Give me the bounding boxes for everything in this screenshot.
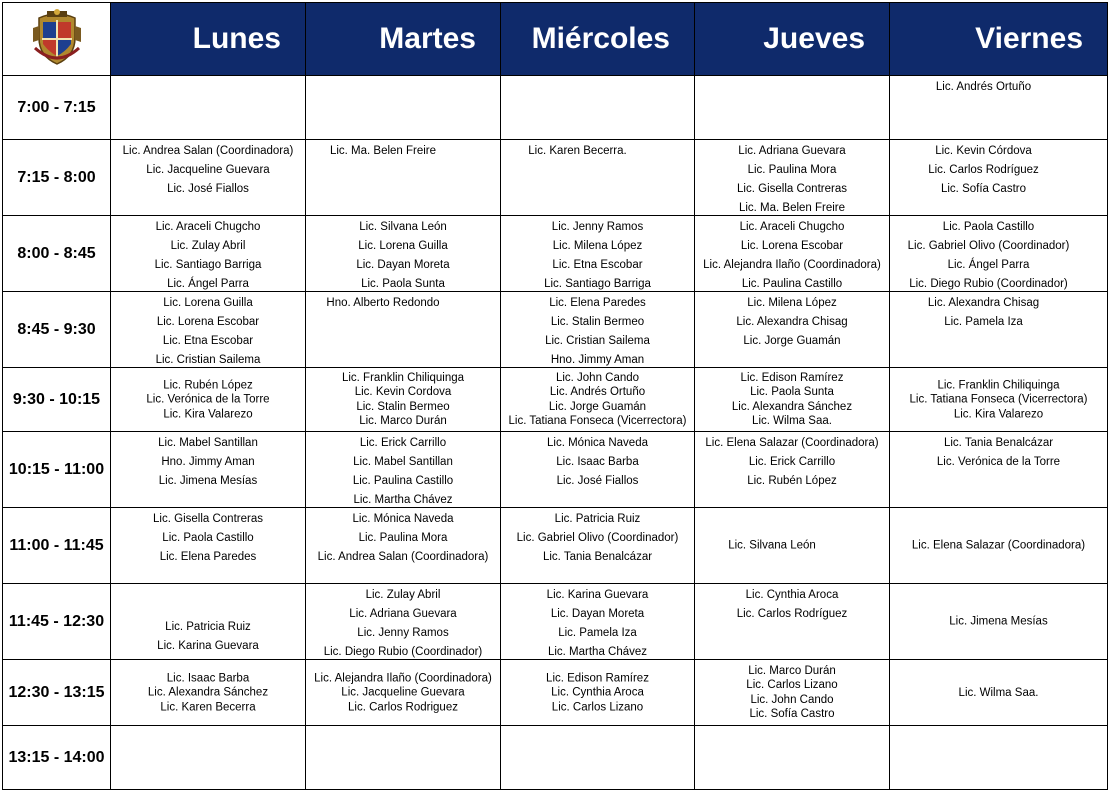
schedule-cell bbox=[890, 76, 1108, 140]
schedule-cell bbox=[890, 292, 1108, 368]
teacher-name: Lic. Mónica Naveda bbox=[547, 437, 648, 449]
teacher-name: Lic. Alejandra Ilaño (Coordinadora) bbox=[314, 671, 492, 684]
teacher-list bbox=[695, 434, 889, 491]
teacher-name: Lic. Elena Salazar (Coordinadora) bbox=[911, 539, 1086, 551]
teacher-name: Lic. Andrés Ortuño bbox=[549, 386, 646, 398]
schedule-cell bbox=[306, 508, 501, 584]
teacher-list bbox=[860, 142, 1107, 199]
teacher-name: Lic. Silvana León bbox=[359, 221, 447, 233]
teacher-name: Lic. Carlos Rodríguez bbox=[928, 164, 1039, 176]
teacher-name: Lic. Diego Rubio (Coordinador) bbox=[909, 278, 1068, 290]
teacher-name: Lic. Jorge Guamán bbox=[548, 400, 647, 413]
teacher-list bbox=[306, 371, 500, 429]
teacher-list bbox=[655, 536, 889, 555]
teacher-name: Lic. Paulina Castillo bbox=[352, 475, 454, 487]
teacher-name: Hno. Alberto Redondo bbox=[326, 297, 440, 309]
teacher-name: Lic. Jenny Ramos bbox=[357, 627, 449, 639]
schedule-cell bbox=[501, 140, 695, 216]
teacher-name: Lic. Jimena Mesías bbox=[158, 475, 258, 487]
schedule-cell bbox=[890, 508, 1108, 584]
teacher-list bbox=[111, 671, 305, 715]
schedule-cell bbox=[111, 76, 306, 140]
teacher-name: Lic. Erick Carrillo bbox=[748, 456, 836, 468]
teacher-name: Lic. Wilma Saa. bbox=[958, 686, 1039, 699]
day-header-monday: Lunes bbox=[111, 3, 306, 76]
schedule-cell bbox=[306, 76, 501, 140]
schedule-cell bbox=[306, 584, 501, 660]
schedule-cell bbox=[890, 216, 1108, 292]
logo-cell bbox=[3, 3, 111, 76]
teacher-list bbox=[501, 294, 694, 370]
teacher-name: Lic. Santiago Barriga bbox=[544, 278, 651, 290]
teacher-name: Lic. Alexandra Sánchez bbox=[731, 400, 853, 413]
teacher-name: Lic. Paulina Mora bbox=[358, 532, 448, 544]
time-row bbox=[3, 726, 1108, 790]
teacher-name: Lic. Paulina Mora bbox=[747, 164, 837, 176]
teacher-name: Lic. Mónica Naveda bbox=[352, 513, 454, 525]
teacher-name: Lic. Paulina Castillo bbox=[741, 278, 843, 290]
header-row bbox=[3, 3, 1108, 76]
teacher-list bbox=[111, 218, 305, 294]
teacher-name: Lic. John Cando bbox=[750, 693, 834, 706]
teacher-name: Lic. Gisella Contreras bbox=[153, 513, 263, 525]
teacher-name: Lic. Karina Guevara bbox=[546, 589, 649, 601]
teacher-name: Lic. Cynthia Aroca bbox=[745, 589, 839, 601]
teacher-name: Lic. Diego Rubio (Coordinador) bbox=[323, 646, 483, 658]
schedule-cell bbox=[306, 660, 501, 726]
time-slot-label: 8:45 - 9:30 bbox=[3, 292, 111, 368]
teacher-name: Lic. Lorena Escobar bbox=[156, 316, 260, 328]
teacher-list bbox=[501, 218, 694, 294]
time-row bbox=[3, 140, 1108, 216]
teacher-list bbox=[890, 612, 1107, 631]
teacher-name: Lic. Adriana Guevara bbox=[349, 608, 457, 620]
teacher-name: Lic. Edison Ramírez bbox=[740, 371, 844, 384]
teacher-name: Lic. Santiago Barriga bbox=[154, 259, 262, 271]
schedule-cell bbox=[890, 432, 1108, 508]
time-slot-label: 9:30 - 10:15 bbox=[3, 368, 111, 432]
teacher-name: Lic. Carlos Lizano bbox=[746, 679, 838, 691]
teacher-name: Lic. Ángel Parra bbox=[947, 259, 1030, 271]
teacher-name: Lic. Pamela Iza bbox=[944, 316, 1023, 328]
teacher-name: Lic. José Fiallos bbox=[167, 183, 249, 195]
teacher-name: Lic. Milena López bbox=[552, 240, 643, 252]
schedule-cell bbox=[501, 660, 695, 726]
time-row bbox=[3, 292, 1108, 368]
time-row bbox=[3, 368, 1108, 432]
teacher-list bbox=[890, 378, 1107, 422]
teacher-list bbox=[266, 294, 500, 313]
teacher-name: Lic. Tania Benalcázar bbox=[542, 551, 653, 563]
teacher-name: Lic. Stalin Bermeo bbox=[550, 316, 645, 328]
day-header-friday: Viernes bbox=[890, 3, 1108, 76]
time-row bbox=[3, 584, 1108, 660]
teacher-name: Lic. Verónica de la Torre bbox=[936, 456, 1061, 468]
schedule-cell bbox=[890, 140, 1108, 216]
schedule-cell bbox=[890, 368, 1108, 432]
teacher-name: Lic. Etna Escobar bbox=[552, 259, 643, 271]
schedule-cell bbox=[695, 508, 890, 584]
teacher-name: Lic. Tatiana Fonseca (Vicerrectora) bbox=[508, 415, 687, 427]
teacher-list bbox=[306, 671, 500, 715]
teacher-list bbox=[306, 218, 500, 294]
schedule-cell bbox=[501, 726, 695, 790]
teacher-list bbox=[306, 434, 500, 510]
schedule-cell bbox=[111, 432, 306, 508]
teacher-name: Lic. Lorena Guilla bbox=[163, 297, 253, 309]
schedule-cell bbox=[695, 584, 890, 660]
schedule-cell bbox=[306, 292, 501, 368]
teacher-name: Lic. Elena Salazar (Coordinadora) bbox=[705, 437, 879, 449]
teacher-name: Lic. Ma. Belen Freire bbox=[738, 202, 846, 214]
schedule-table bbox=[2, 2, 1108, 790]
teacher-name: Lic. Carlos Rodríguez bbox=[736, 608, 848, 620]
teacher-name: Lic. Zulay Abril bbox=[365, 589, 441, 601]
time-slot-label: 12:30 - 13:15 bbox=[3, 660, 111, 726]
teacher-name: Lic. Marco Durán bbox=[359, 415, 447, 427]
teacher-name: Lic. Milena López bbox=[747, 297, 837, 309]
schedule-cell bbox=[111, 584, 306, 660]
teacher-name: Lic. Ángel Parra bbox=[167, 278, 249, 290]
time-row bbox=[3, 432, 1108, 508]
teacher-name: Lic. Andrea Salan (Coordinadora) bbox=[317, 551, 489, 563]
teacher-list bbox=[695, 586, 889, 624]
teacher-name: Lic. Dayan Moreta bbox=[356, 259, 450, 271]
teacher-name: Hno. Jimmy Aman bbox=[550, 354, 645, 366]
schedule-cell bbox=[501, 432, 695, 508]
teacher-name: Lic. Araceli Chugcho bbox=[739, 221, 845, 233]
time-slot-label: 7:15 - 8:00 bbox=[3, 140, 111, 216]
teacher-name: Lic. Jimena Mesías bbox=[949, 615, 1048, 627]
schedule-cell bbox=[501, 216, 695, 292]
teacher-name: Lic. Etna Escobar bbox=[162, 335, 254, 347]
teacher-list bbox=[890, 434, 1107, 472]
time-row bbox=[3, 216, 1108, 292]
teacher-name: Lic. Karen Becerra bbox=[160, 700, 256, 713]
schedule-cell bbox=[501, 76, 695, 140]
teacher-name: Lic. Martha Chávez bbox=[353, 494, 453, 506]
teacher-list bbox=[306, 586, 500, 662]
teacher-list bbox=[870, 218, 1107, 294]
teacher-name: Lic. Pamela Iza bbox=[558, 627, 637, 639]
day-header-thursday: Jueves bbox=[695, 3, 890, 76]
time-row bbox=[3, 660, 1108, 726]
teacher-name: Lic. Paola Sunta bbox=[750, 386, 834, 398]
time-row bbox=[3, 76, 1108, 140]
teacher-name: Lic. Carlos Rodriguez bbox=[348, 700, 458, 713]
teacher-list bbox=[695, 664, 889, 722]
teacher-name: Lic. Andrés Ortuño bbox=[935, 81, 1032, 93]
teacher-name: Lic. Mabel Santillan bbox=[158, 437, 258, 449]
teacher-name: Hno. Jimmy Aman bbox=[161, 456, 255, 468]
teacher-list bbox=[501, 434, 694, 491]
teacher-name: Lic. Sofía Castro bbox=[940, 183, 1026, 195]
day-header-tuesday: Martes bbox=[306, 3, 501, 76]
teacher-list bbox=[111, 434, 305, 491]
schedule-cell bbox=[890, 726, 1108, 790]
teacher-name: Lic. Paola Castillo bbox=[162, 532, 254, 544]
schedule-cell bbox=[695, 432, 890, 508]
schedule-cell bbox=[306, 216, 501, 292]
teacher-name: Lic. Erick Carrillo bbox=[359, 437, 447, 449]
teacher-name: Lic. Elena Paredes bbox=[159, 551, 257, 563]
teacher-name: Lic. Jorge Guamán bbox=[743, 335, 841, 347]
schedule-cell bbox=[890, 584, 1108, 660]
teacher-name: Lic. Patricia Ruiz bbox=[554, 513, 641, 525]
teacher-name: Lic. Lorena Escobar bbox=[740, 240, 844, 252]
teacher-list bbox=[501, 586, 694, 662]
teacher-name: Lic. Cynthia Aroca bbox=[551, 686, 644, 699]
teacher-name: Lic. Mabel Santillan bbox=[353, 456, 453, 468]
teacher-list bbox=[860, 78, 1107, 97]
schedule-cell bbox=[695, 726, 890, 790]
teacher-name: Lic. Karen Becerra. bbox=[528, 145, 627, 157]
schedule-cell bbox=[306, 432, 501, 508]
schedule-cell bbox=[695, 660, 890, 726]
teacher-name: Lic. Patricia Ruiz bbox=[165, 621, 251, 633]
schedule-cell bbox=[306, 368, 501, 432]
teacher-list bbox=[695, 218, 889, 294]
teacher-name: Lic. Elena Paredes bbox=[549, 297, 646, 309]
schedule-cell bbox=[890, 660, 1108, 726]
schedule-cell bbox=[111, 726, 306, 790]
teacher-list bbox=[461, 142, 694, 161]
teacher-name: Lic. Tania Benalcázar bbox=[943, 437, 1054, 449]
teacher-name: Lic. Adriana Guevara bbox=[738, 145, 846, 157]
teacher-name: Lic. Stalin Bermeo bbox=[356, 400, 450, 413]
time-slot-label: 8:00 - 8:45 bbox=[3, 216, 111, 292]
teacher-name: Lic. Edison Ramírez bbox=[546, 671, 649, 684]
teacher-name: Lic. Verónica de la Torre bbox=[146, 393, 270, 406]
teacher-name: Lic. Franklin Chiliquinga bbox=[341, 371, 465, 384]
schedule-cell bbox=[111, 368, 306, 432]
teacher-name: Lic. Andrea Salan (Coordinadora) bbox=[122, 145, 294, 157]
teacher-name: Lic. Kevin Córdova bbox=[935, 145, 1032, 157]
teacher-name: Lic. José Fiallos bbox=[556, 475, 639, 487]
schedule-cell bbox=[695, 216, 890, 292]
teacher-list bbox=[111, 618, 305, 656]
schedule-cell bbox=[501, 292, 695, 368]
teacher-name: Lic. Araceli Chugcho bbox=[155, 221, 261, 233]
teacher-list bbox=[111, 510, 305, 567]
teacher-name: Lic. Paola Sunta bbox=[361, 278, 445, 290]
teacher-name: Lic. Alexandra Sánchez bbox=[147, 686, 269, 699]
teacher-name: Lic. Cristian Sailema bbox=[545, 335, 650, 347]
teacher-name: Lic. Kira Valarezo bbox=[163, 407, 253, 420]
teacher-list bbox=[111, 378, 305, 422]
teacher-list bbox=[890, 685, 1107, 700]
teacher-name: Lic. Isaac Barba bbox=[556, 456, 639, 468]
time-slot-label: 10:15 - 11:00 bbox=[3, 432, 111, 508]
schedule-cell bbox=[111, 660, 306, 726]
teacher-name: Lic. John Cando bbox=[555, 371, 640, 384]
schedule-cell bbox=[111, 508, 306, 584]
teacher-name: Lic. Dayan Moreta bbox=[550, 608, 645, 620]
teacher-name: Lic. Gabriel Olivo (Coordinador) bbox=[516, 532, 679, 544]
teacher-name: Lic. Gabriel Olivo (Coordinador) bbox=[907, 240, 1070, 252]
school-crest-logo bbox=[31, 8, 83, 66]
teacher-name: Lic. Jacqueline Guevara bbox=[341, 686, 465, 699]
time-row bbox=[3, 508, 1108, 584]
teacher-list bbox=[890, 536, 1107, 555]
teacher-name: Lic. Karina Guevara bbox=[157, 640, 259, 652]
teacher-name: Lic. Alexandra Chisag bbox=[927, 297, 1040, 309]
teacher-name: Lic. Carlos Lizano bbox=[551, 700, 644, 713]
schedule-cell bbox=[111, 216, 306, 292]
teacher-name: Lic. Kira Valarezo bbox=[953, 407, 1044, 420]
teacher-name: Lic. Rubén López bbox=[163, 378, 253, 391]
teacher-name: Lic. Jenny Ramos bbox=[551, 221, 644, 233]
day-header-wednesday: Miércoles bbox=[501, 3, 695, 76]
teacher-name: Lic. Franklin Chiliquinga bbox=[937, 378, 1060, 391]
schedule-cell bbox=[501, 368, 695, 432]
teacher-name: Lic. Kevin Cordova bbox=[354, 386, 452, 398]
teacher-name: Lic. Alejandra Ilaño (Coordinadora) bbox=[703, 259, 881, 271]
time-slot-label: 13:15 - 14:00 bbox=[3, 726, 111, 790]
time-slot-label: 7:00 - 7:15 bbox=[3, 76, 111, 140]
teacher-name: Lic. Zulay Abril bbox=[170, 240, 246, 252]
teacher-name: Lic. Sofía Castro bbox=[749, 708, 835, 720]
teacher-name: Lic. Ma. Belen Freire bbox=[329, 145, 437, 157]
teacher-name: Lic. Silvana León bbox=[728, 539, 816, 551]
teacher-name: Lic. Martha Chávez bbox=[547, 646, 648, 658]
teacher-name: Lic. Marco Durán bbox=[748, 664, 836, 677]
schedule-cell bbox=[695, 368, 890, 432]
schedule-cell bbox=[306, 726, 501, 790]
teacher-name: Lic. Cristian Sailema bbox=[155, 354, 261, 366]
teacher-name: Lic. Wilma Saa. bbox=[752, 415, 832, 427]
time-slot-label: 11:45 - 12:30 bbox=[3, 584, 111, 660]
teacher-name: Lic. Rubén López bbox=[747, 475, 837, 487]
teacher-name: Lic. Gisella Contreras bbox=[737, 183, 847, 195]
teacher-list bbox=[501, 371, 694, 429]
teacher-name: Lic. Lorena Guilla bbox=[358, 240, 448, 252]
teacher-name: Lic. Isaac Barba bbox=[166, 671, 250, 684]
schedule-cell bbox=[501, 584, 695, 660]
teacher-list bbox=[695, 371, 889, 429]
time-slot-label: 11:00 - 11:45 bbox=[3, 508, 111, 584]
teacher-list bbox=[306, 510, 500, 567]
teacher-name: Lic. Jacqueline Guevara bbox=[146, 164, 270, 176]
teacher-list bbox=[501, 671, 694, 715]
teacher-name: Lic. Tatiana Fonseca (Vicerrectora) bbox=[909, 393, 1088, 406]
teacher-name: Lic. Paola Castillo bbox=[942, 221, 1035, 233]
teacher-name: Lic. Alexandra Chisag bbox=[736, 316, 848, 328]
teacher-list bbox=[860, 294, 1107, 332]
